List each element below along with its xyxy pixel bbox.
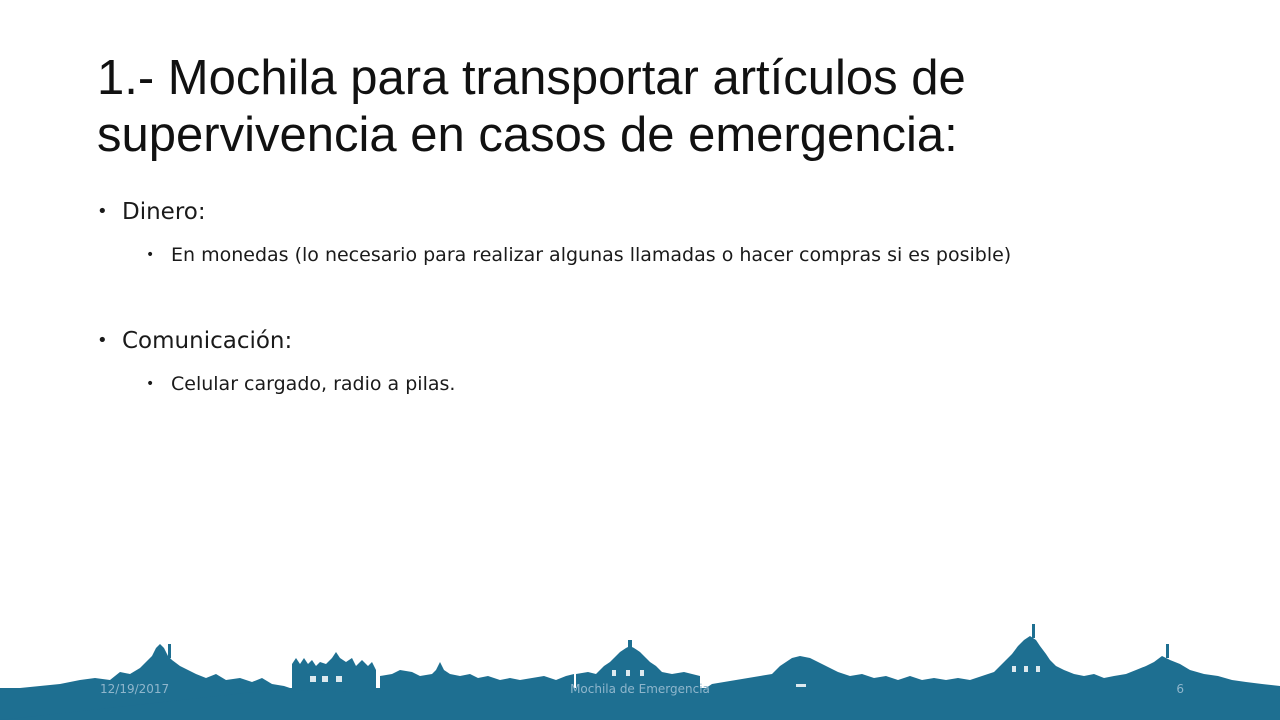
footer-date: 12/19/2017 bbox=[100, 682, 170, 696]
sub-bullet-text: Celular cargado, radio a pilas. bbox=[171, 373, 456, 395]
bullet-heading: Dinero: bbox=[122, 199, 206, 225]
bullet-item-dinero bbox=[97, 195, 1197, 229]
slide-title-line-2: supervivencia en casos de emergencia: bbox=[97, 108, 958, 162]
bullet-list bbox=[97, 195, 1197, 397]
sub-bullet-item bbox=[146, 372, 1156, 397]
bullet-icon: • bbox=[146, 376, 155, 392]
bullet-icon: • bbox=[97, 201, 108, 222]
sub-bullet-item bbox=[146, 243, 1156, 268]
sub-bullet-text: En monedas (lo necesario para realizar algunas llamadas o hacer compras si es posible) bbox=[171, 244, 1012, 266]
footer-title: Mochila de Emergencia bbox=[570, 682, 710, 696]
city-skyline-illustration bbox=[0, 600, 1280, 720]
bullet-icon: • bbox=[97, 330, 108, 351]
bullet-heading: Comunicación: bbox=[122, 328, 293, 354]
slide-title-line-1: 1.- Mochila para transportar artículos de bbox=[97, 51, 966, 105]
slide-title bbox=[97, 50, 1217, 164]
bullet-item-comunicacion bbox=[97, 324, 1197, 358]
slide-number: 6 bbox=[1176, 682, 1184, 696]
bullet-icon: • bbox=[146, 247, 155, 263]
